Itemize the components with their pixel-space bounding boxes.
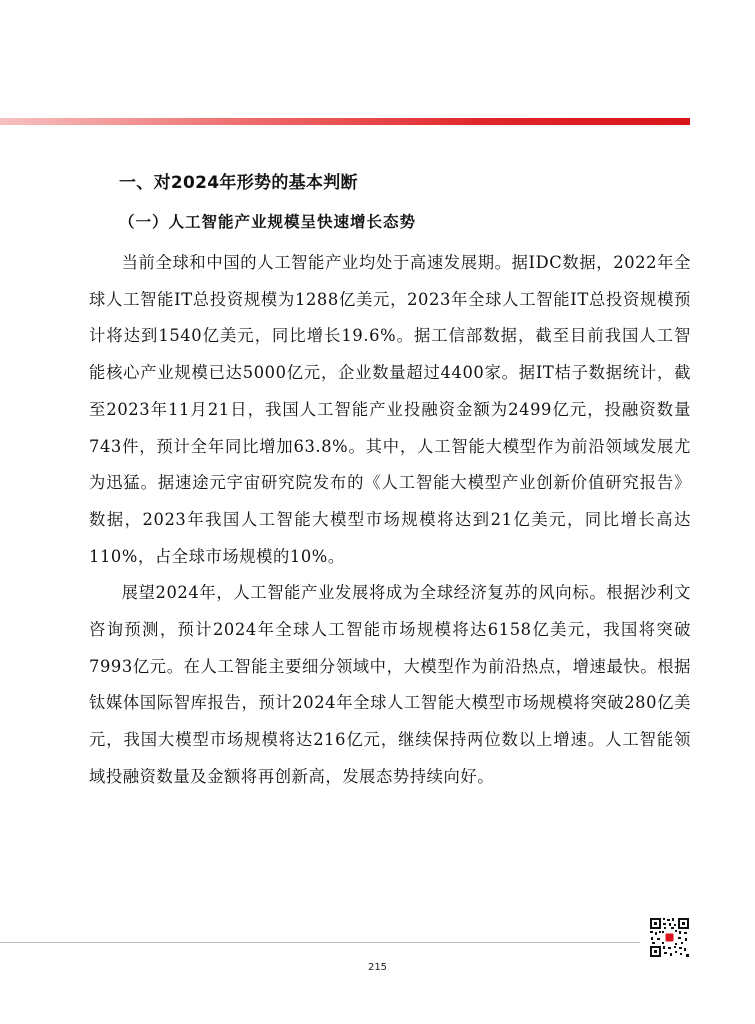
footer-divider [0, 942, 640, 943]
subsection-heading: （一）人工智能产业规模呈快速增长态势 [119, 213, 417, 231]
qr-code-icon[interactable] [649, 917, 690, 958]
paragraph-outlook-2024: 展望2024年，人工智能产业发展将成为全球经济复苏的风向标。根据沙利文咨询预测，预计2024年全球人工智能市场规模将达6158亿美元，我国将突破7993亿元。在人工智能主要细分领域中，大模型作为前沿热点，增速最快。根据钛媒体国际智库报告，预计2024年全球人工智能大模型市场规模将突破280亿美元，我国大模型市场规模将达216亿元，继续保持两位数以上增速。人工智能领域投融资数量及金额将再创新高，发展态势持续向好。 [89, 583, 691, 786]
header-accent-bar [0, 118, 690, 125]
section-heading: 一、对2024年形势的基本判断 [119, 173, 358, 193]
paragraph-industry-scale: 当前全球和中国的人工智能产业均处于高速发展期。据IDC数据，2022年全球人工智能IT总投资规模为1288亿美元，2023年全球人工智能IT总投资规模预计将达到1540亿美元，同比增长19.6%。据工信部数据，截至目前我国人工智能核心产业规模已达5000亿元，企业数量超过4400家。据IT桔子数据统计，截至2023年11月21日，我国人工智能产业投融资金额为2499亿元，投融资数量743件，预计全年同比增加63.8%。其中，人工智能大模型作为前沿领域发展尤为迅猛。据速途元宇宙研究院发布的《人工智能大模型产业创新价值研究报告》数据，2023年我国人工智能大模型市场规模将达到21亿美元，同比增长高达110%，占全球市场规模的10%。 [89, 253, 691, 566]
page-number: 215 [367, 962, 388, 973]
body-text [89, 245, 691, 796]
